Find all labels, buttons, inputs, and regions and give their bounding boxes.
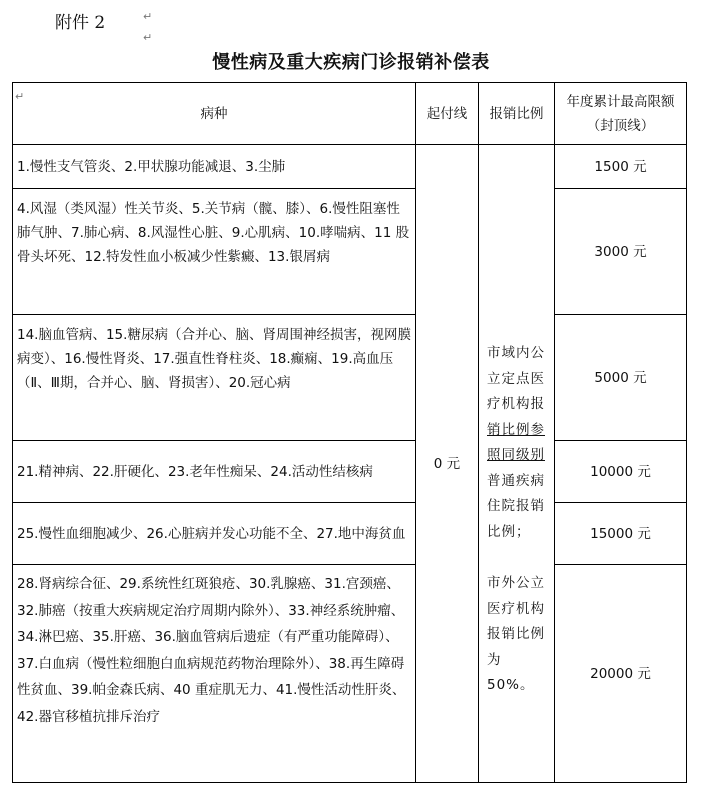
header-disease: ↵ 病种 <box>13 83 416 145</box>
header-ratio: 报销比例 <box>479 83 555 145</box>
table-row <box>13 503 687 565</box>
header-deductible: 起付线 <box>416 83 479 145</box>
disease-cell: 1.慢性支气管炎、2.甲状腺功能减退、3.尘肺 <box>13 145 416 189</box>
disease-cell: 4.风湿（类风湿）性关节炎、5.关节病（髋、膝）、6.慢性阻塞性肺气肿、7.肺心病、8.风湿性心脏、9.心肌病、10.哮喘病、11 股骨头坏死、12.特发性血小板减少性紫癜、13.银屑病 <box>13 189 416 315</box>
paragraph-mark-icon: ↵ <box>143 31 153 44</box>
header-row <box>13 83 687 145</box>
cap-cell: 20000 元 <box>555 565 687 783</box>
paragraph-mark-icon: ↵ <box>15 90 25 103</box>
table-title: 慢性病及重大疾病门诊报销补偿表 <box>212 52 490 73</box>
ratio-cell: 市域内公 立定点医 疗机构报 销比例参 照同级别 普通疾病 住院报销 比例； 市外公立 医疗机构 报销比例 为 50%。 <box>479 145 555 783</box>
table-row <box>13 315 687 441</box>
table-row <box>13 441 687 503</box>
cap-cell: 3000 元 <box>555 189 687 315</box>
table-row <box>13 189 687 315</box>
table-row <box>13 145 687 189</box>
cap-cell: 5000 元 <box>555 315 687 441</box>
deductible-cell: 0 元 <box>416 145 479 783</box>
attachment-label: 附件 2 <box>55 13 106 33</box>
disease-cell: 25.慢性血细胞减少、26.心脏病并发心功能不全、27.地中海贫血 <box>13 503 416 565</box>
paragraph-mark-icon: ↵ <box>143 10 153 23</box>
disease-cell: 21.精神病、22.肝硬化、23.老年性痴呆、24.活动性结核病 <box>13 441 416 503</box>
header-cap: 年度累计最高限额（封顶线） <box>555 83 687 145</box>
cap-cell: 15000 元 <box>555 503 687 565</box>
table-row <box>13 565 687 783</box>
cap-cell: 1500 元 <box>555 145 687 189</box>
cap-cell: 10000 元 <box>555 441 687 503</box>
disease-cell: 28.肾病综合征、29.系统性红斑狼疮、30.乳腺癌、31.宫颈癌、32.肺癌（按重大疾病规定治疗周期内除外）、33.神经系统肿瘤、34.淋巴癌、35.肝癌、36.脑血管病后遗症（有严重功能障碍）、37.白血病（慢性粒细胞白血病规范药物治理除外）、38.再生障碍性贫血、39.帕金森氏病、40 重症肌无力、41.慢性活动性肝炎、42.器官移植抗排斥治疗 <box>13 565 416 783</box>
disease-cell: 14.脑血管病、15.糖尿病（合并心、脑、肾周围神经损害，视网膜病变）、16.慢性肾炎、17.强直性脊柱炎、18.癫痫、19.高血压（Ⅱ、Ⅲ期，合并心、脑、肾损害）、20.冠心病 <box>13 315 416 441</box>
reimbursement-table <box>12 82 687 783</box>
